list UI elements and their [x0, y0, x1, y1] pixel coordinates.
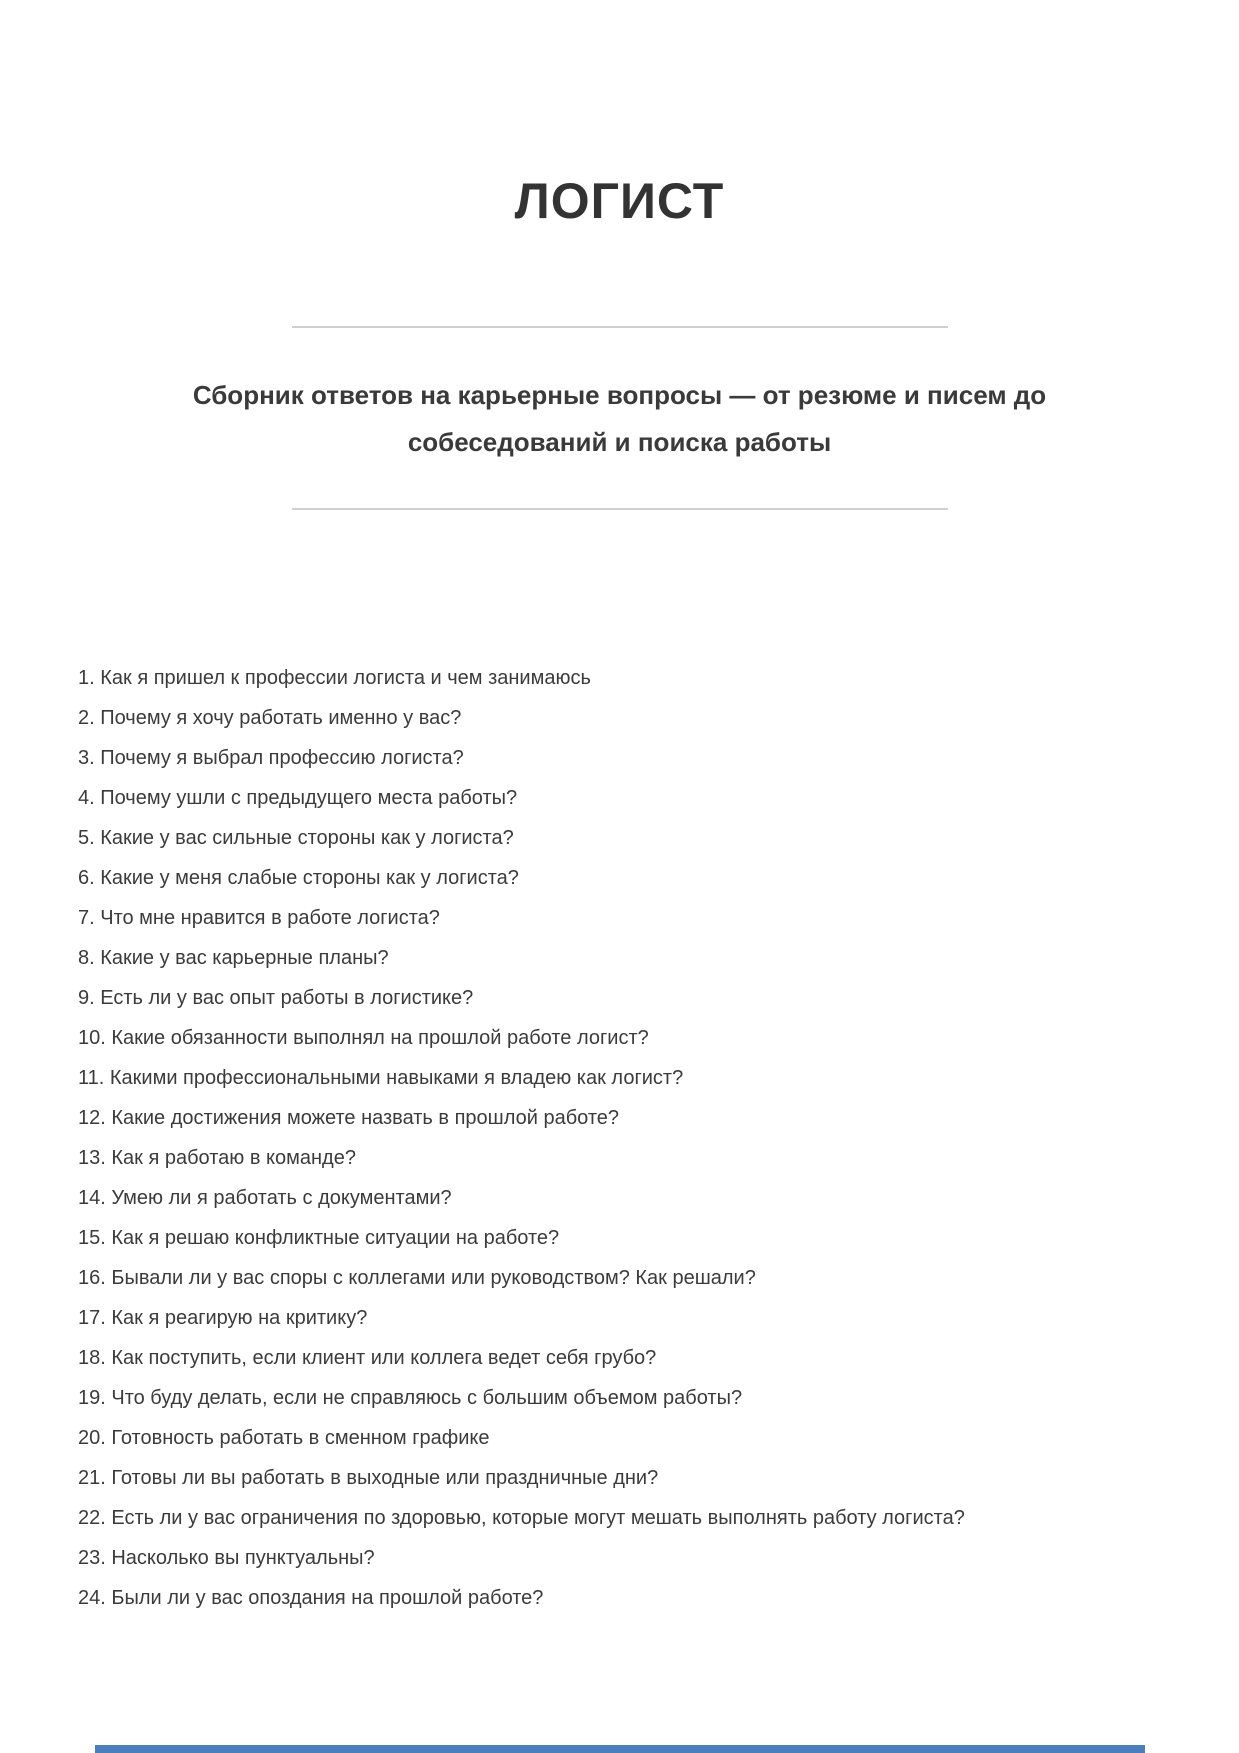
toc-item: 16. Бывали ли у вас споры с коллегами или руководством? Как решали? [78, 1267, 756, 1289]
toc-item: 3. Почему я выбрал профессию логиста? [78, 747, 464, 769]
toc-item: 24. Были ли у вас опоздания на прошлой работе? [78, 1587, 544, 1609]
toc-item: 5. Какие у вас сильные стороны как у логиста? [78, 827, 514, 849]
page-subtitle: Сборник ответов на карьерные вопросы — от резюме и писем до собеседований и поиска работы [192, 380, 1047, 457]
toc-item: 12. Какие достижения можете назвать в прошлой работе? [78, 1107, 620, 1129]
toc-item: 19. Что буду делать, если не справляюсь с большим объемом работы? [78, 1387, 743, 1409]
toc-item: 7. Что мне нравится в работе логиста? [78, 907, 440, 929]
toc-item: 4. Почему ушли с предыдущего места работы? [78, 787, 518, 809]
toc-item: 6. Какие у меня слабые стороны как у логиста? [78, 867, 519, 889]
top-divider [292, 326, 948, 328]
toc-item: 10. Какие обязанности выполнял на прошлой работе логист? [78, 1027, 649, 1049]
toc-item: 9. Есть ли у вас опыт работы в логистике? [78, 987, 474, 1009]
toc-item: 1. Как я пришел к профессии логиста и чем занимаюсь [78, 667, 591, 689]
toc-item: 20. Готовность работать в сменном графике [78, 1427, 490, 1449]
toc-list [0, 658, 968, 1618]
toc-item: 22. Есть ли у вас ограничения по здоровью, которые могут мешать выполнять работу логиста? [78, 1507, 965, 1529]
toc-item: 8. Какие у вас карьерные планы? [78, 947, 389, 969]
toc-item: 2. Почему я хочу работать именно у вас? [78, 707, 462, 729]
toc-item: 17. Как я реагирую на критику? [78, 1307, 368, 1329]
toc-item: 23. Насколько вы пунктуальны? [78, 1547, 375, 1569]
toc-item: 13. Как я работаю в команде? [78, 1147, 356, 1169]
page-title: ЛОГИСТ [514, 173, 725, 229]
toc-item: 21. Готовы ли вы работать в выходные или праздничные дни? [78, 1467, 659, 1489]
toc-item: 15. Как я решаю конфликтные ситуации на работе? [78, 1227, 560, 1249]
toc-item: 11. Какими профессиональными навыками я владею как логист? [78, 1067, 684, 1089]
toc-item: 14. Умею ли я работать с документами? [78, 1187, 452, 1209]
toc-item: 18. Как поступить, если клиент или коллега ведет себя грубо? [78, 1347, 657, 1369]
footer-accent-bar [95, 1745, 1145, 1753]
bottom-divider [292, 508, 948, 510]
